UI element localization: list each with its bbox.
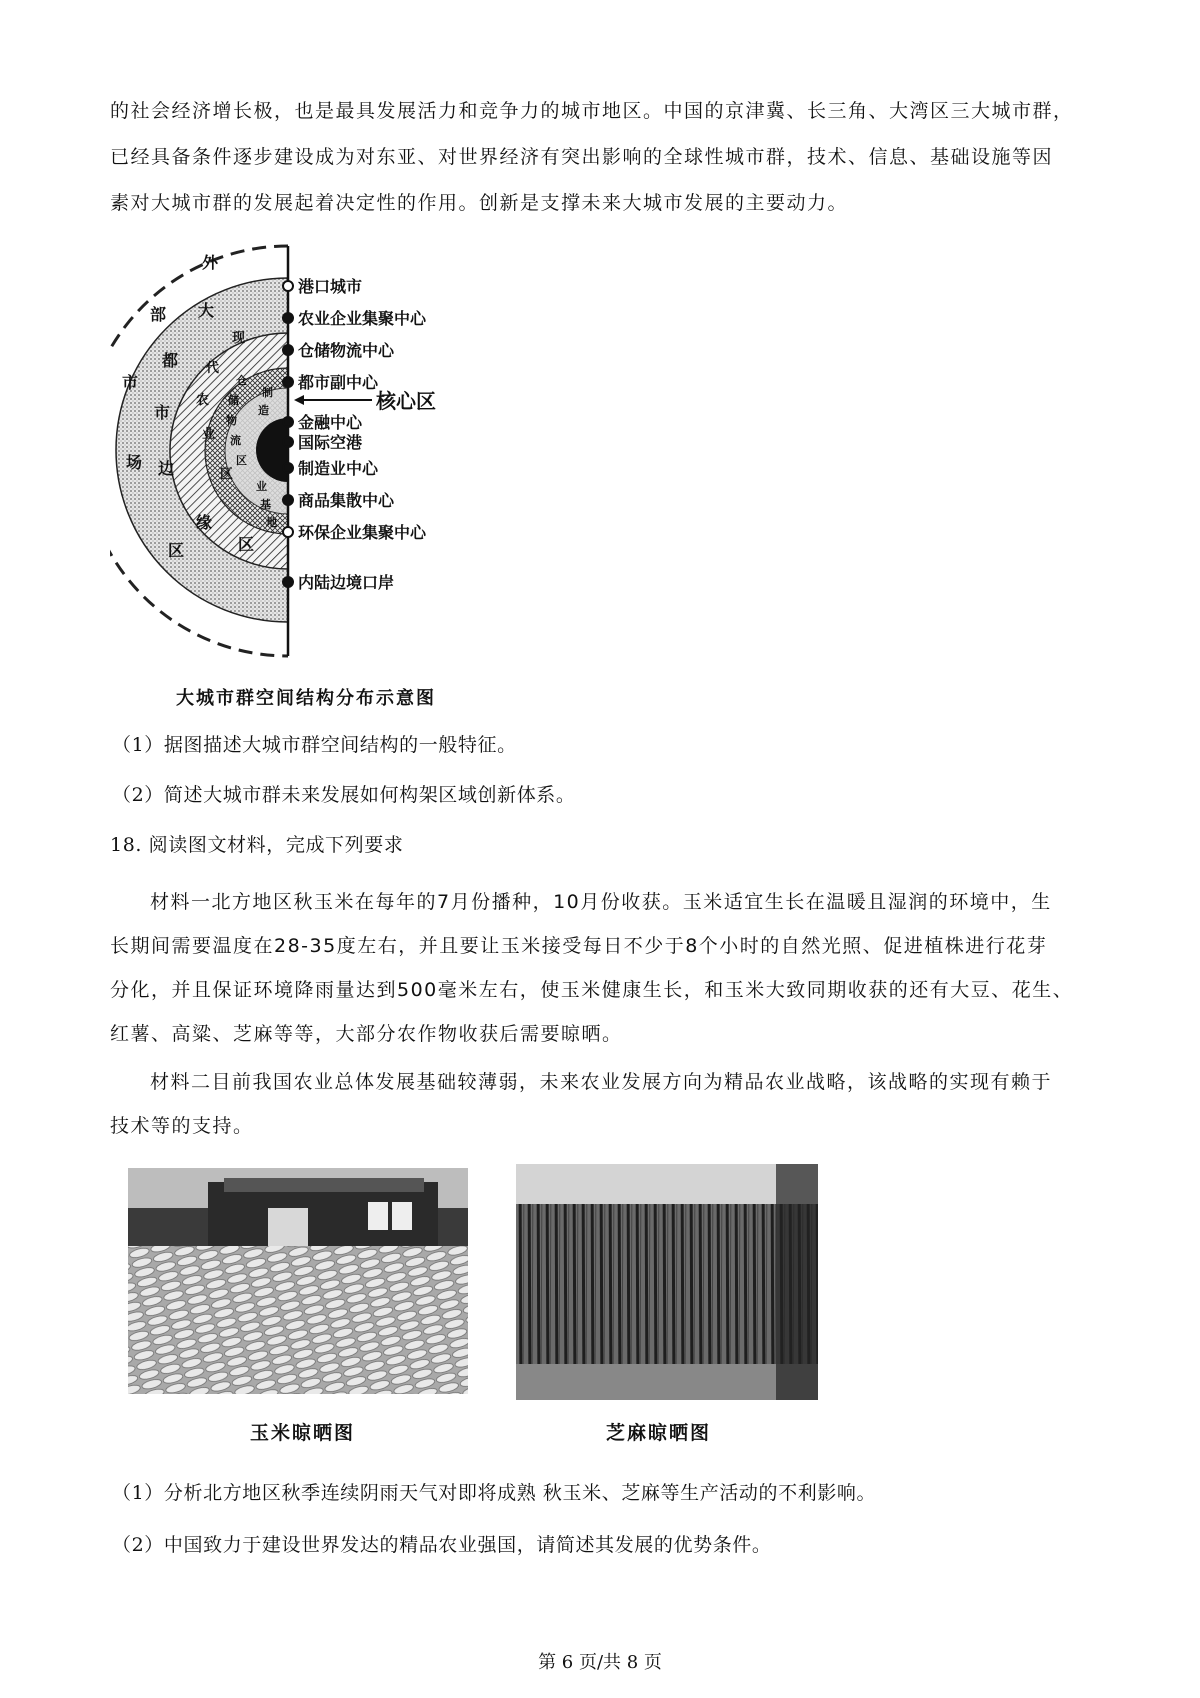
outer-label-char: 区 <box>168 541 185 560</box>
outer-label-char: 部 <box>150 305 167 324</box>
modern-label-char: 业 <box>202 427 216 442</box>
periphery-label-char: 都 <box>162 351 179 370</box>
periphery-label-char: 市 <box>154 403 171 422</box>
material1-line: 红薯、高粱、芝麻等等，大部分农作物收获后需要晾晒。 <box>110 1023 623 1045</box>
node-marker <box>283 377 293 387</box>
periphery-label-char: 区 <box>238 535 255 554</box>
inner-label-char: 仓 <box>236 374 247 387</box>
intro-line: 已经具备条件逐步建设成为对东亚、对世界经济有突出影响的全球性城市群，技术、信息、基础设施等因 <box>110 146 1054 168</box>
node-label: 都市副中心 <box>298 373 379 392</box>
outer-label-char: 场 <box>126 453 143 472</box>
corn-photo-caption: 玉米晾晒图 <box>250 1422 356 1444</box>
material2-paragraph <box>110 1060 1100 1148</box>
intro-line: 的社会经济增长极，也是最具发展活力和竞争力的城市地区。中国的京津冀、长三角、大湾区三大城市群， <box>110 100 1074 122</box>
material1-line: 分化，并且保证环境降雨量达到500毫米左右，使玉米健康生长，和玉米大致同期收获的还有大豆、花生、 <box>110 979 1074 1001</box>
node-marker <box>283 495 293 505</box>
mfg-label-char: 制 <box>262 386 273 399</box>
q17-part1: （1）据图描述大城市群空间结构的一般特征。 <box>112 734 517 756</box>
page-number: 第 6 页/共 8 页 <box>538 1652 662 1673</box>
periphery-label-char: 大 <box>198 301 215 320</box>
intro-paragraph <box>110 88 1100 226</box>
node-label: 内陆边境口岸 <box>298 573 395 592</box>
node-marker <box>283 417 293 427</box>
corn-drying-photo <box>128 1168 468 1394</box>
modern-label-char: 农 <box>196 393 210 408</box>
node-label: 仓储物流中心 <box>298 341 395 360</box>
q18-heading: 18. 阅读图文材料，完成下列要求 <box>110 834 404 856</box>
node-marker <box>283 527 293 537</box>
material1-line: 长期间需要温度在28-35度左右，并且要让玉米接受每日不少于8个小时的自然光照、促进植株进行花芽 <box>110 935 1048 957</box>
modern-label-char: 代 <box>206 361 220 376</box>
core-label: 核心区 <box>376 389 436 413</box>
material2-line: 技术等的支持。 <box>110 1115 254 1137</box>
node-marker <box>283 577 293 587</box>
node-group <box>283 277 427 592</box>
intro-line: 素对大城市群的发展起着决定性的作用。创新是支撑未来大城市发展的主要动力。 <box>110 192 849 214</box>
core-arrowhead <box>294 395 304 405</box>
node-marker <box>283 313 293 323</box>
diagram-caption: 大城市群空间结构分布示意图 <box>176 688 436 709</box>
node-label: 农业企业集聚中心 <box>298 309 427 328</box>
inner-label-char: 物 <box>226 414 237 427</box>
mfg-label-char: 造 <box>258 404 269 417</box>
node-label: 商品集散中心 <box>298 491 395 510</box>
node-label: 金融中心 <box>298 413 363 432</box>
material1-paragraph <box>110 880 1100 1056</box>
node-label: 环保企业集聚中心 <box>298 523 427 542</box>
outer-label-char: 市 <box>122 373 139 392</box>
modern-label-char: 现 <box>232 331 246 346</box>
sesame-drying-photo <box>516 1164 818 1400</box>
mfg-label-char: 基 <box>260 498 271 511</box>
sesame-photo-caption: 芝麻晾晒图 <box>606 1422 712 1444</box>
inner-label-char: 流 <box>230 434 241 447</box>
modern-label-char: 区 <box>220 467 234 482</box>
material1-line: 材料一北方地区秋玉米在每年的7月份播种，10月份收获。玉米适宜生长在温暖且湿润的环境中，生 <box>150 891 1052 913</box>
city-cluster-svg <box>110 238 530 678</box>
mfg-label-char: 地 <box>266 516 277 529</box>
node-label: 制造业中心 <box>298 459 379 478</box>
mfg-label-char: 业 <box>256 480 267 493</box>
q18-part1: （1）分析北方地区秋季连续阴雨天气对即将成熟 秋玉米、芝麻等生产活动的不利影响。 <box>112 1482 877 1504</box>
node-label: 港口城市 <box>298 277 363 296</box>
periphery-label-char: 缘 <box>196 513 213 532</box>
node-marker <box>283 437 293 447</box>
node-marker <box>283 463 293 473</box>
q18-part2: （2）中国致力于建设世界发达的精品农业强国，请简述其发展的优势条件。 <box>112 1534 772 1556</box>
node-label: 国际空港 <box>298 433 363 452</box>
q17-part2: （2）简述大城市群未来发展如何构架区域创新体系。 <box>112 784 576 806</box>
node-marker <box>283 345 293 355</box>
city-cluster-diagram <box>110 238 530 678</box>
node-marker <box>283 281 293 291</box>
outer-label-char: 外 <box>202 253 219 272</box>
inner-label-char: 区 <box>236 454 247 467</box>
inner-label-char: 储 <box>228 394 239 407</box>
material2-line: 材料二目前我国农业总体发展基础较薄弱，未来农业发展方向为精品农业战略，该战略的实现有赖于 <box>150 1071 1053 1093</box>
periphery-label-char: 边 <box>158 459 175 478</box>
